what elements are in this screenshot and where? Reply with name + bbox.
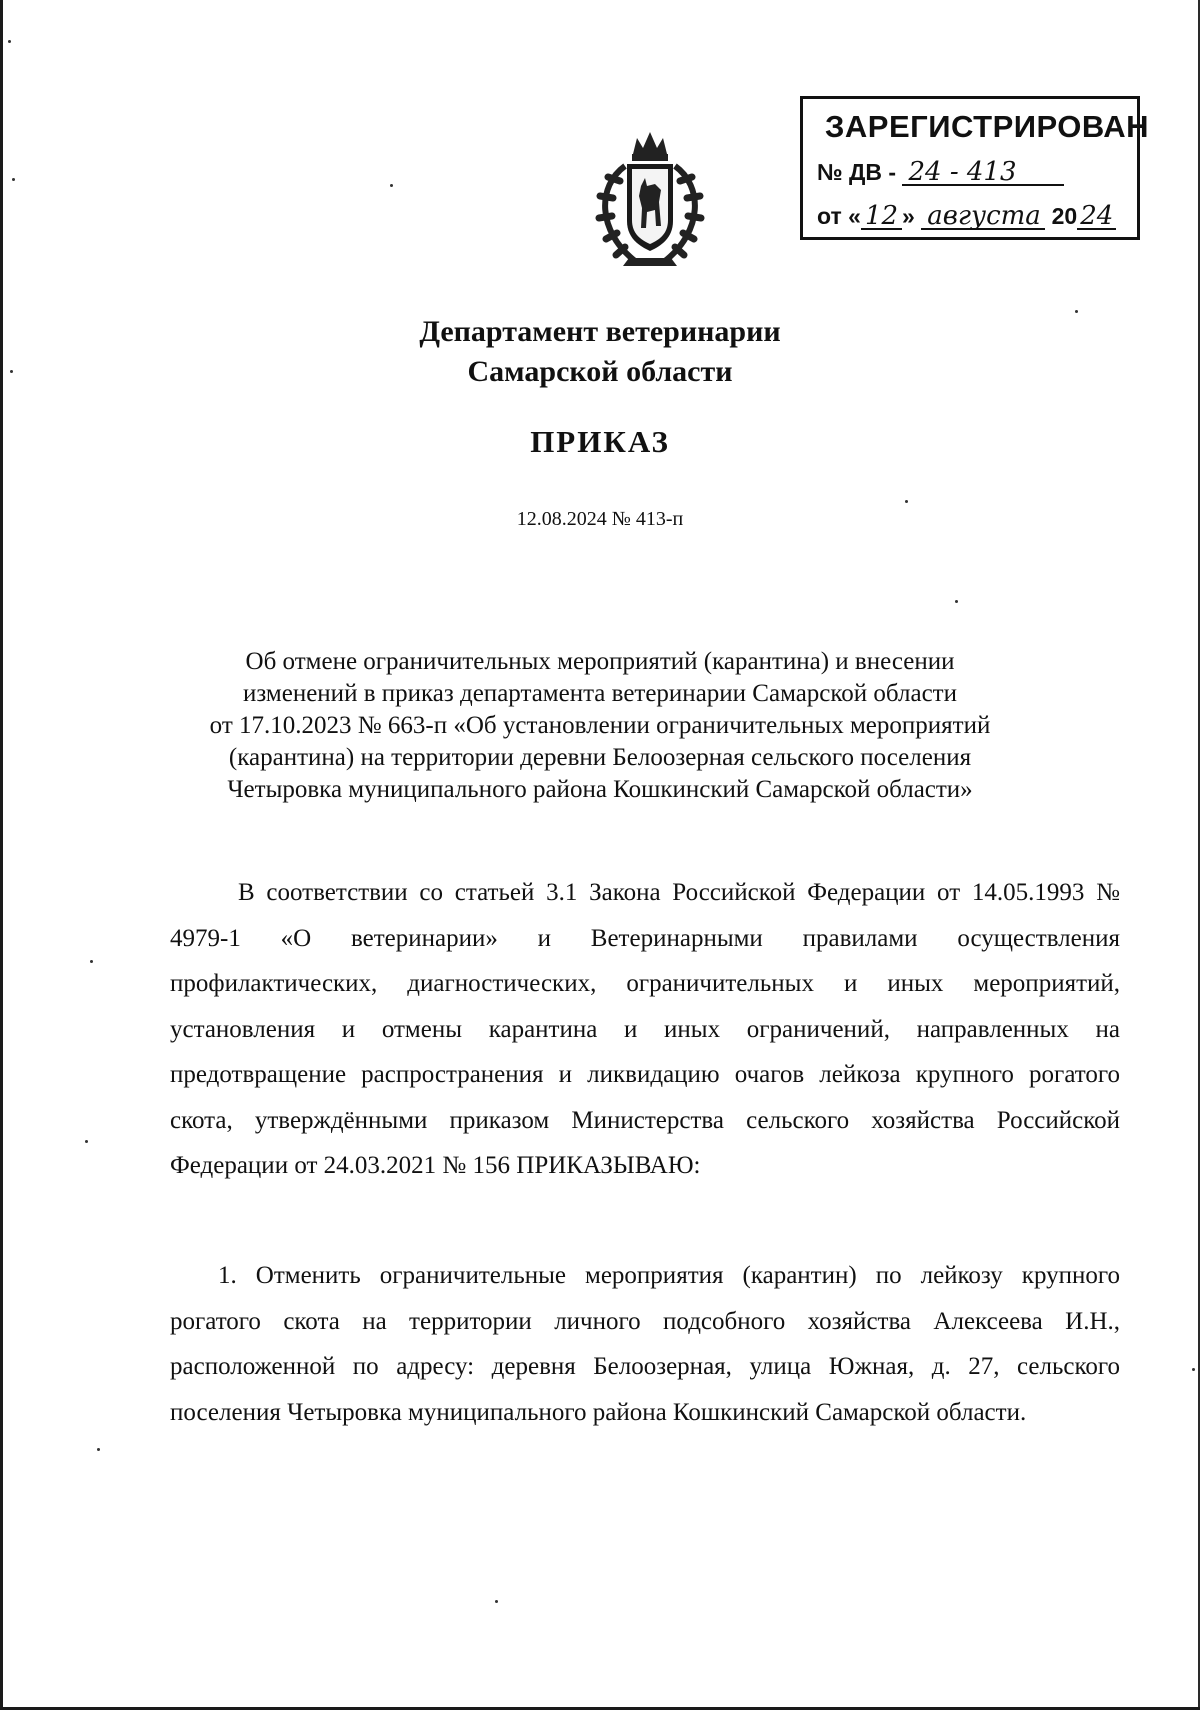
subject-line-5: Четыровка муниципального района Кошкинский Самарской области» (227, 776, 973, 803)
stamp-year-prefix: 20 (1051, 203, 1078, 229)
scan-speck (85, 1140, 88, 1143)
scan-speck (8, 40, 11, 43)
department-line-1: Департамент ветеринарии (419, 315, 781, 348)
order-date-number: 12.08.2024 № 413-п (516, 508, 684, 530)
scan-speck (10, 370, 13, 373)
scan-speck (1192, 1368, 1195, 1371)
stamp-date-prefix: от « (817, 203, 861, 229)
scan-speck (905, 500, 908, 503)
scan-border-left (0, 0, 3, 1710)
body-paragraph-1: В соответствии со статьей 3.1 Закона Российской Федерации от 14.05.1993 № 4979-1 «О ветеринарии» и Ветеринарными правилами осуществления профилактических, диагностических, ограничительных и иных мероприятий, установления и отмены карантина и иных ограничений, направленных на предотвращение распространения и ликвидацию очагов лейкоза крупного рогатого скота, утверждёнными приказом Министерства сельского хозяйства Российской Федерации от 24.03.2021 № 156 ПРИКАЗЫВАЮ: (170, 879, 1120, 1179)
scan-speck (12, 178, 15, 181)
stamp-date-month: августа (921, 204, 1045, 230)
subject-line-4: (карантина) на территории деревни Белоозерная сельского поселения (228, 744, 972, 771)
body-paragraph-2: 1. Отменить ограничительные мероприятия (карантин) по лейкозу крупного рогатого скота на территории личного подсобного хозяйства Алексеева И.Н., расположенной по адресу: деревня Белоозерная, улица Южная, д. 27, сельского поселения Четыровка муниципального района Кошкинский Самарской области. (170, 1262, 1120, 1426)
subject-line-2: изменений в приказ департамента ветеринарии Самарской области (243, 680, 957, 707)
stamp-number-handwritten: 24 - 413 (902, 160, 1064, 186)
document-type-title: ПРИКАЗ (530, 424, 670, 459)
scan-speck (495, 1600, 498, 1603)
registration-stamp (800, 96, 1150, 240)
scan-speck (1075, 310, 1078, 313)
scan-speck (390, 184, 393, 187)
samara-coat-of-arms-icon (585, 126, 715, 271)
subject-line-3: от 17.10.2023 № 663-п «Об установлении ограничительных мероприятий (209, 712, 991, 739)
scan-speck (90, 960, 93, 963)
scan-speck (97, 1448, 100, 1451)
subject-line-1: Об отмене ограничительных мероприятий (карантина) и внесении (245, 648, 955, 675)
scan-speck (955, 600, 958, 603)
stamp-title: ЗАРЕГИСТРИРОВАН (825, 109, 1150, 144)
stamp-number-line (817, 159, 1064, 186)
stamp-date-mid: » (902, 203, 915, 229)
stamp-number-prefix: № ДВ - (817, 159, 897, 185)
stamp-year-suffix: 24 (1077, 204, 1116, 230)
stamp-date-line (817, 203, 1116, 230)
department-name (0, 312, 1200, 392)
stamp-date-day: 12 (861, 204, 902, 230)
department-line-2: Самарской области (467, 355, 733, 388)
order-subject (0, 646, 1200, 806)
